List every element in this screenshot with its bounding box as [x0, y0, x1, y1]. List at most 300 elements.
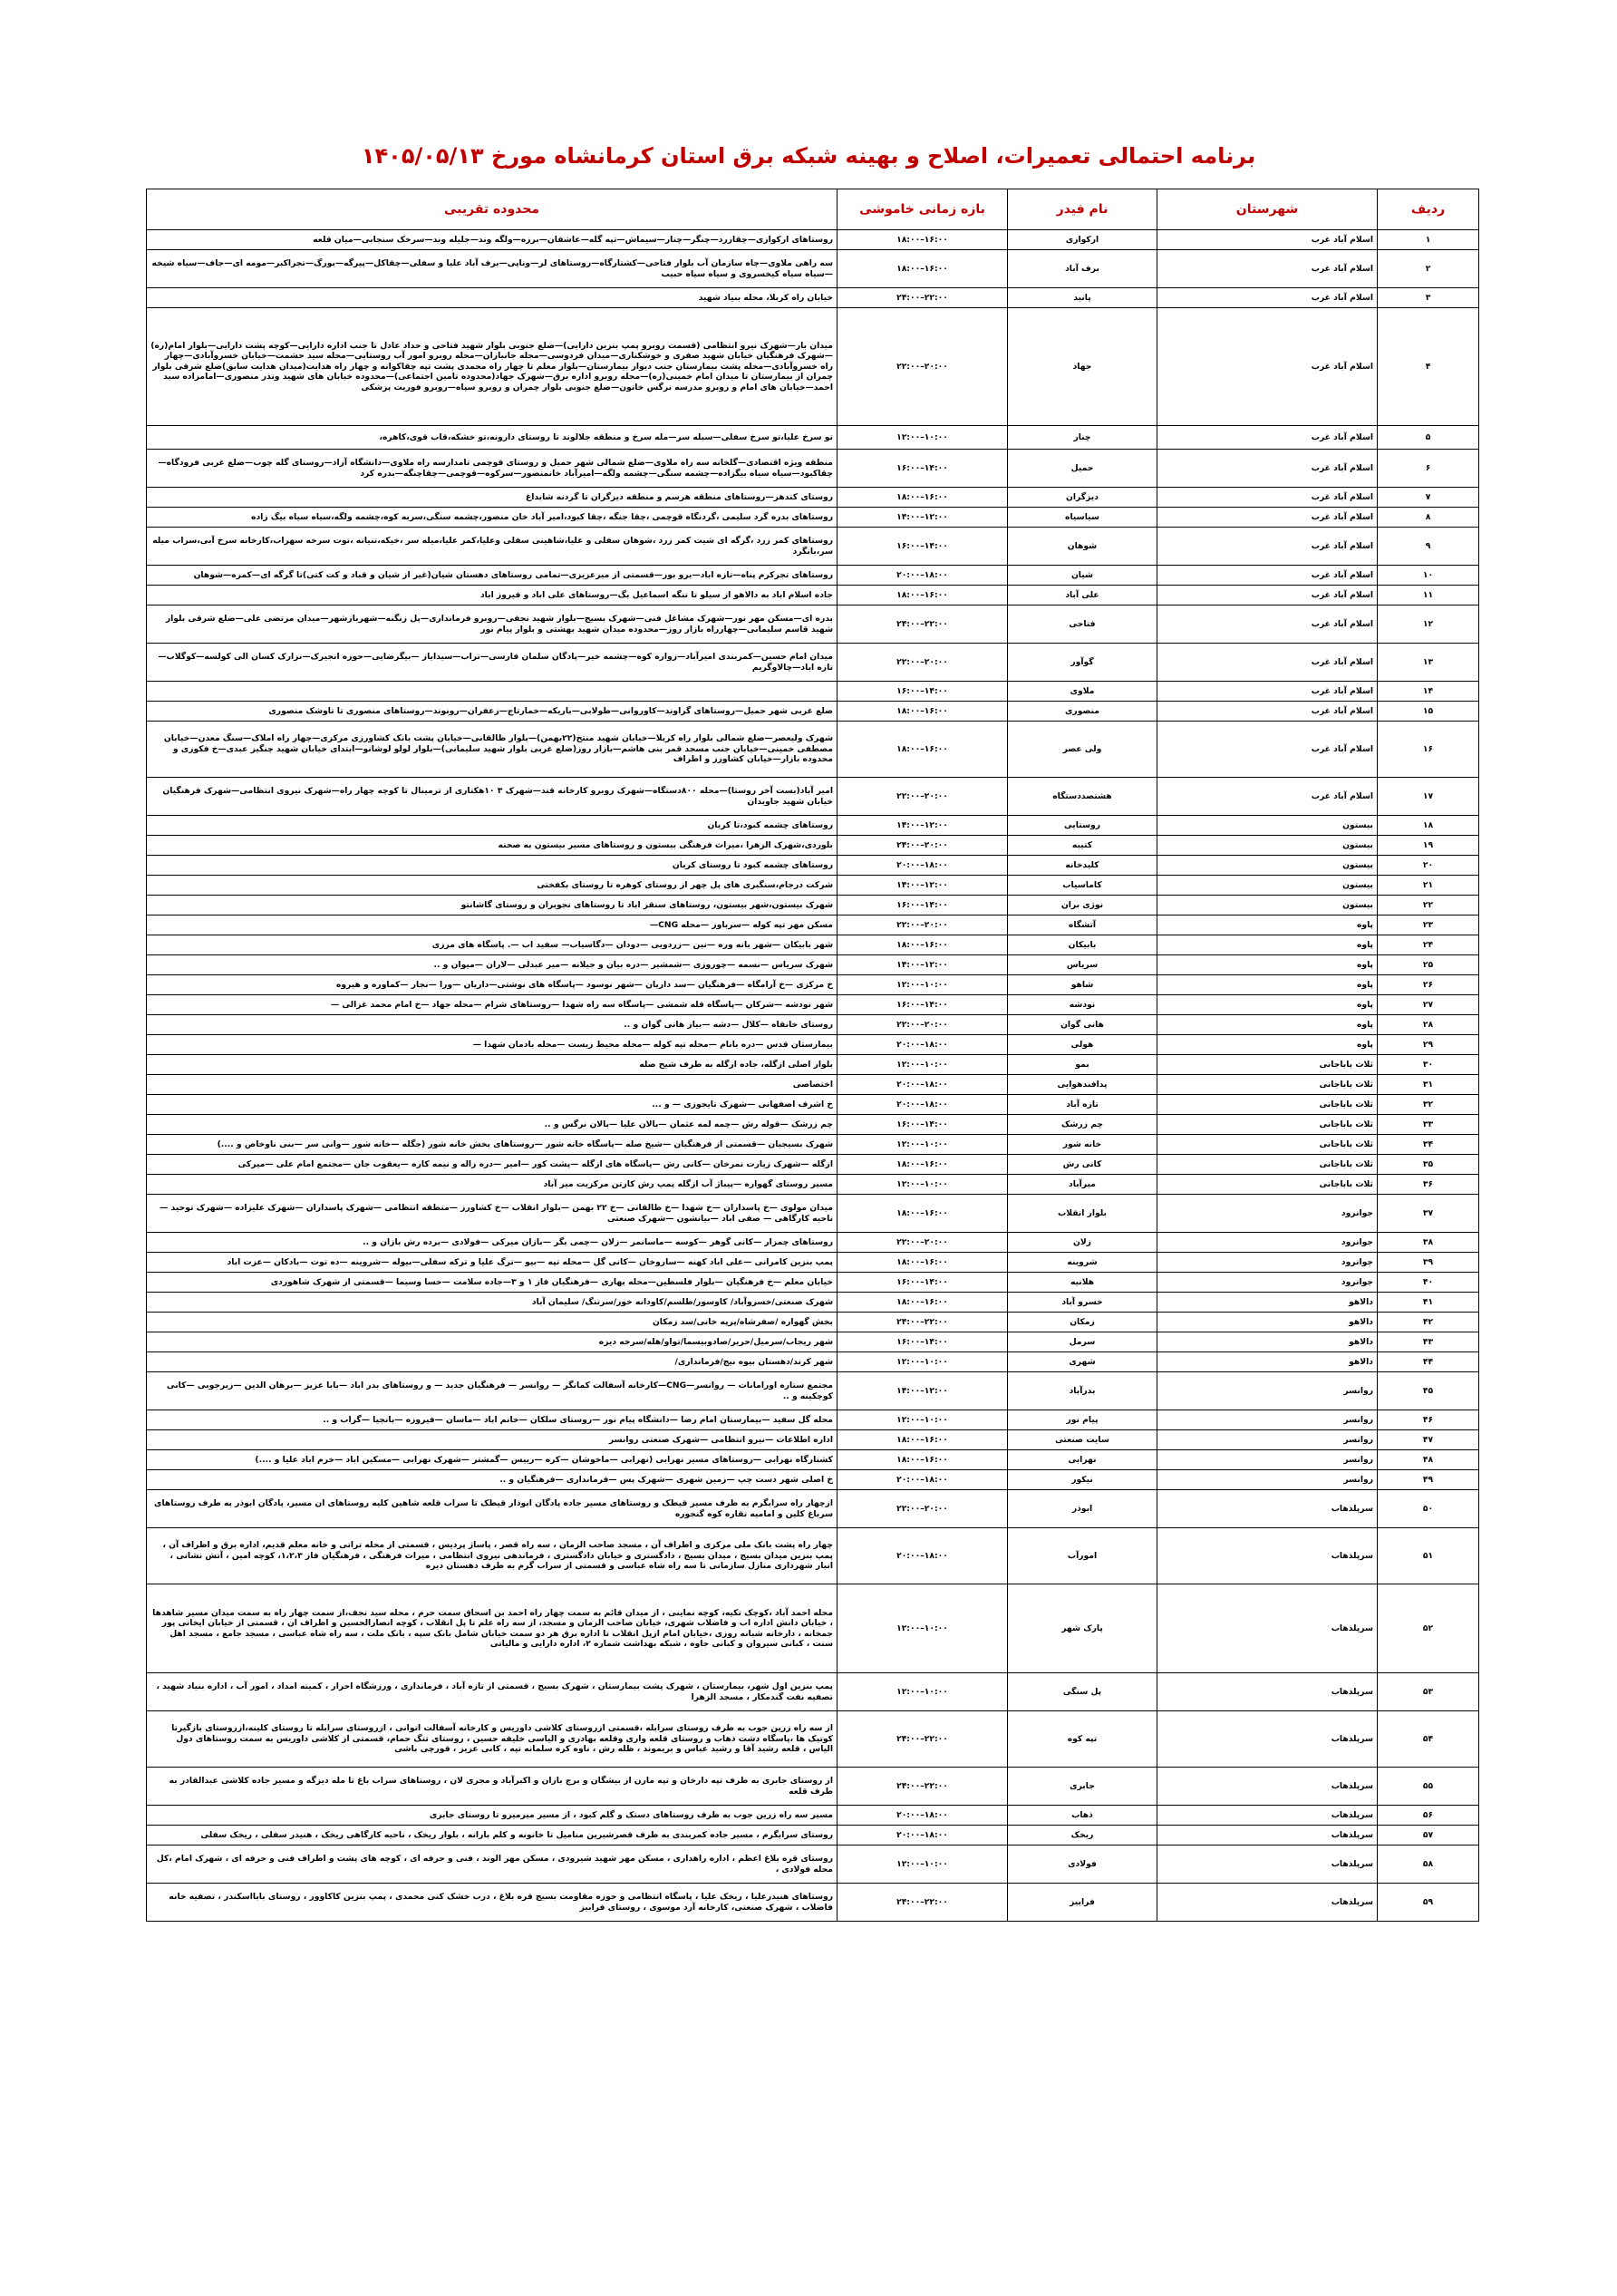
cell-area: اختصاصی	[147, 1075, 838, 1095]
cell-time: ۲۴:۰۰–۲۲:۰۰	[838, 1884, 1008, 1922]
table-row	[147, 682, 1479, 702]
table-row	[147, 1884, 1479, 1922]
table-row	[147, 1528, 1479, 1584]
table-row	[147, 586, 1479, 605]
cell-feeder: فتاحی	[1008, 605, 1157, 644]
cell-city: اسلام آباد غرب	[1157, 450, 1378, 488]
cell-city: سرپلذهاب	[1157, 1673, 1378, 1711]
cell-time: ۱۸:۰۰–۱۶:۰۰	[838, 702, 1008, 722]
cell-area: بیمارستان قدس —دره بانام —محله تپه کوله —محله محیط زیست —محله بادمان شهدا —	[147, 1035, 838, 1055]
cell-time: ۱۸:۰۰–۱۶:۰۰	[838, 1155, 1008, 1175]
cell-feeder: پل سنگی	[1008, 1673, 1157, 1711]
cell-area: مسیر سه راه زرین جوب به طرف روستاهای دستک و گلم کبود ، از مسیر میرمیرو تا روستای جابری	[147, 1806, 838, 1826]
table-row	[147, 1075, 1479, 1095]
table-row	[147, 935, 1479, 955]
cell-feeder: جهاد	[1008, 308, 1157, 426]
cell-city: دالاهو	[1157, 1313, 1378, 1332]
cell-city: روانسر	[1157, 1410, 1378, 1430]
cell-city: روانسر	[1157, 1430, 1378, 1450]
cell-area: روستاهای تجرکرم پناه—تازه اباد—برو بور—قسمتی از میرعزیزی—تمامی روستاهای دهستان شیان(غیر از شیان و قباد و کت کتی)تا گرگه ای—کمره—شوهان	[147, 566, 838, 586]
cell-area: روستای خانقاه —کلال —دشه —بیاز هانی گوان و ..	[147, 1015, 838, 1035]
table-row	[147, 1470, 1479, 1490]
cell-feeder: جابری	[1008, 1768, 1157, 1806]
cell-city: اسلام آباد غرب	[1157, 488, 1378, 508]
table-row	[147, 426, 1479, 450]
cell-feeder: پیام نور	[1008, 1410, 1157, 1430]
cell-area: جاده اسلام اباد به دالاهو از سیلو تا تنگه اسماعیل بگ—روستاهای علی اباد و فیروز اباد	[147, 586, 838, 605]
cell-feeder: منصوری	[1008, 702, 1157, 722]
table-row	[147, 288, 1479, 308]
cell-time: ۲۴:۰۰–۲۲:۰۰	[838, 288, 1008, 308]
cell-feeder: دیزگران	[1008, 488, 1157, 508]
outage-table	[146, 189, 1479, 1922]
cell-city: روانسر	[1157, 1470, 1378, 1490]
cell-feeder: حمیل	[1008, 450, 1157, 488]
cell-time: ۱۴:۰۰–۱۲:۰۰	[838, 955, 1008, 975]
cell-time: ۱۸:۰۰–۱۶:۰۰	[838, 250, 1008, 288]
cell-time: ۱۸:۰۰–۱۶:۰۰	[838, 230, 1008, 250]
cell-feeder: شوهان	[1008, 528, 1157, 566]
cell-time: ۲۰:۰۰–۱۸:۰۰	[838, 1806, 1008, 1826]
cell-index: ۳	[1378, 288, 1479, 308]
table-row	[147, 1293, 1479, 1313]
table-body	[147, 230, 1479, 1922]
cell-time: ۱۲:۰۰–۱۰:۰۰	[838, 1584, 1008, 1673]
cell-time: ۱۶:۰۰–۱۴:۰۰	[838, 1273, 1008, 1293]
cell-feeder: سرمل	[1008, 1332, 1157, 1352]
table-row	[147, 1273, 1479, 1293]
cell-index: ۲۱	[1378, 876, 1479, 896]
cell-feeder: شاهو	[1008, 975, 1157, 995]
table-row	[147, 1233, 1479, 1253]
cell-feeder: میرآباد	[1008, 1175, 1157, 1195]
cell-feeder: فرابیز	[1008, 1884, 1157, 1922]
cell-city: روانسر	[1157, 1372, 1378, 1410]
cell-area: بدره ای—مسکن مهر نور—شهرک مشاغل فنی—شهرک بسیج—بلوار شهید نجفی—روبرو فرمانداری—پل زنگنه—شهربازشهر—میدان مرتضی علی—ضلع شرقی بلوار شهید قاسم سلیمانی—چهارراه بازار روز—محدوده میدان شهید بهشتی و بلوار پیام نور	[147, 605, 838, 644]
cell-area: روستاهای چشمه کبود تا روستای کربان	[147, 856, 838, 876]
cell-index: ۲۲	[1378, 896, 1479, 915]
cell-index: ۳۶	[1378, 1175, 1479, 1195]
cell-area: خ اشرف اصفهانی —شهرک تایجوزی — و ...	[147, 1095, 838, 1115]
cell-time: ۱۶:۰۰–۱۴:۰۰	[838, 896, 1008, 915]
cell-time: ۲۴:۰۰–۲۲:۰۰	[838, 1711, 1008, 1768]
cell-city: بیستون	[1157, 876, 1378, 896]
cell-feeder: کاماسیاب	[1008, 876, 1157, 896]
table-row	[147, 1372, 1479, 1410]
cell-feeder: شهری	[1008, 1352, 1157, 1372]
cell-area	[147, 682, 838, 702]
cell-city: بیستون	[1157, 896, 1378, 915]
cell-city: سرپلذهاب	[1157, 1846, 1378, 1884]
cell-area: بلوردی،شهرک الزهرا ،میراث فرهنگی بیستون و روستاهای مسیر بیستون به صحنه	[147, 836, 838, 856]
cell-area: روستای قره بلاغ اعظم ، اداره راهداری ، مسکن مهر شهید شیرودی ، مسکن مهر الوند ، فنی و حرفه ای ، کوچه های پشت و اطراف فنی و حرفه ای ، شهرک امام ،کل محله فولادی ،	[147, 1846, 838, 1884]
cell-feeder: ابوذر	[1008, 1490, 1157, 1528]
cell-area: پمپ بنزین کامرانی —علی اباد کهنه —ساروخان —کانی گل —محله تپه —بیو —ترگ علیا و ترکه سفلی—بیوله —شروینه —ده توت —بادکان —عزت اباد	[147, 1253, 838, 1273]
cell-index: ۵۵	[1378, 1768, 1479, 1806]
table-row	[147, 1711, 1479, 1768]
cell-area: شهر نودشه —شرکان —پاسگاه قله شمشی —پاسگاه سه راه شهدا —روستاهای شرام —محله جهاد —خ امام محمد غزالی —	[147, 995, 838, 1015]
cell-area: خ اصلی شهر دست چپ —زمین شهری —شهرک پس —فرمانداری —فرهنگیان و ..	[147, 1470, 838, 1490]
cell-area: روستای سرابگرم ، مسیر جاده کمربندی به طرف قصرشیرین منامیل تا خانونه و کلم بارانه ، بلوار ریخک ، ناحیه کارگاهی ریخک ، هنیدر سفلی ، ریخک سفلی	[147, 1826, 838, 1846]
cell-index: ۱۱	[1378, 586, 1479, 605]
cell-area: شهر ریجاب/سرمیل/حریر/صادوبیسما/تواو/هله/سرخه دیزه	[147, 1332, 838, 1352]
cell-area: روستای کندهر—روستاهای منطقه هرسم و منطقه دیزگران تا گردنه شابداغ	[147, 488, 838, 508]
cell-index: ۵۷	[1378, 1826, 1479, 1846]
cell-index: ۵۰	[1378, 1490, 1479, 1528]
cell-time: ۲۲:۰۰–۲۰:۰۰	[838, 1015, 1008, 1035]
cell-index: ۵۱	[1378, 1528, 1479, 1584]
cell-index: ۳۵	[1378, 1155, 1479, 1175]
table-row	[147, 955, 1479, 975]
cell-feeder: خانه شور	[1008, 1135, 1157, 1155]
cell-area: خیابان راه کربلا، محله بنیاد شهید	[147, 288, 838, 308]
table-row	[147, 1846, 1479, 1884]
cell-city: اسلام آباد غرب	[1157, 528, 1378, 566]
cell-city: پاوه	[1157, 975, 1378, 995]
cell-index: ۲۹	[1378, 1035, 1479, 1055]
table-row	[147, 250, 1479, 288]
table-row	[147, 230, 1479, 250]
cell-index: ۶	[1378, 450, 1479, 488]
cell-time: ۱۸:۰۰–۱۶:۰۰	[838, 586, 1008, 605]
cell-time: ۱۲:۰۰–۱۰:۰۰	[838, 1846, 1008, 1884]
table-row	[147, 1035, 1479, 1055]
cell-city: اسلام آباد غرب	[1157, 778, 1378, 816]
cell-city: پاوه	[1157, 915, 1378, 935]
cell-feeder: ریخک	[1008, 1826, 1157, 1846]
cell-index: ۱۲	[1378, 605, 1479, 644]
cell-index: ۱۸	[1378, 816, 1479, 836]
cell-index: ۳۰	[1378, 1055, 1479, 1075]
cell-feeder: بابیکان	[1008, 935, 1157, 955]
cell-index: ۱۵	[1378, 702, 1479, 722]
cell-area: مسکن مهر تپه کوله —سرباوز —محله CNG—	[147, 915, 838, 935]
cell-area: مجتمع ستاره اورامانات — روانسر—CNG—کارخانه آسفالت کمانگر — روانسر — فرهنگیان جدید — و روستاهای بدر اباد —بابا عزیز —برهان الدین —زبرجوبی —کانی کوچکینه و ..	[147, 1372, 838, 1410]
table-row	[147, 836, 1479, 856]
cell-index: ۵۳	[1378, 1673, 1479, 1711]
cell-feeder: سیاسیاه	[1008, 508, 1157, 528]
table-row	[147, 488, 1479, 508]
cell-city: بیستون	[1157, 836, 1378, 856]
cell-index: ۵۴	[1378, 1711, 1479, 1768]
cell-index: ۹	[1378, 528, 1479, 566]
cell-city: پاوه	[1157, 955, 1378, 975]
cell-index: ۵۹	[1378, 1884, 1479, 1922]
cell-index: ۳۲	[1378, 1095, 1479, 1115]
cell-time: ۲۰:۰۰–۱۸:۰۰	[838, 1470, 1008, 1490]
cell-feeder: پدافندهوایی	[1008, 1075, 1157, 1095]
cell-feeder: تازه آباد	[1008, 1095, 1157, 1115]
cell-area: تو سرخ علیا،تو سرخ سفلی—سبله سر—مله سرخ و منطقه جلالوند تا روستای دارونه،تو خشکه،قاب قوی،کاهره،	[147, 426, 838, 450]
cell-feeder: نودشه	[1008, 995, 1157, 1015]
table-row	[147, 1430, 1479, 1450]
cell-city: دالاهو	[1157, 1293, 1378, 1313]
cell-area: خیابان معلم —خ فرهنگیان —بلوار فلسطین—محله بهاری —فرهنگیان فاز ۱ و ۳—جاده سلامت —حسا وسیما —قسمتی از شهرک شاهوردی	[147, 1273, 838, 1293]
cell-area: شهرک سریاس —نسمه —چوروزی —شمشیر —دره بیان و جیلانه —میر عبدلی —لاران —میوان و ..	[147, 955, 838, 975]
cell-city: اسلام آباد غرب	[1157, 250, 1378, 288]
cell-time: ۲۴:۰۰–۲۲:۰۰	[838, 605, 1008, 644]
cell-time: ۱۶:۰۰–۱۴:۰۰	[838, 682, 1008, 702]
cell-time: ۲۰:۰۰–۱۸:۰۰	[838, 1095, 1008, 1115]
cell-time: ۱۴:۰۰–۱۲:۰۰	[838, 816, 1008, 836]
cell-time: ۱۸:۰۰–۱۶:۰۰	[838, 1253, 1008, 1273]
cell-city: ثلاث باباجانی	[1157, 1175, 1378, 1195]
cell-city: سرپلذهاب	[1157, 1490, 1378, 1528]
cell-index: ۳۷	[1378, 1195, 1479, 1233]
cell-city: ثلاث باباجانی	[1157, 1155, 1378, 1175]
cell-feeder: روستایی	[1008, 816, 1157, 836]
cell-index: ۱۴	[1378, 682, 1479, 702]
cell-index: ۳۱	[1378, 1075, 1479, 1095]
cell-city: دالاهو	[1157, 1352, 1378, 1372]
cell-area: سه راهی ملاوی—چاه سازمان آب بلوار فتاحی—کشتارگاه—روستاهای لر—وناپی—برف آباد علیا و سفلی—چقاکل—پیرگه—بورگ—تجراکبر—مومه ای—جاف—سیاه شیخه—سیاه سیاه کیخسروی و سیاه سیاه حبیب	[147, 250, 838, 288]
table-row	[147, 1673, 1479, 1711]
cell-index: ۸	[1378, 508, 1479, 528]
cell-time: ۱۲:۰۰–۱۰:۰۰	[838, 1055, 1008, 1075]
cell-area: بلوار اصلی ازگله، جاده ازگله به طرف شیخ صله	[147, 1055, 838, 1075]
cell-city: ثلاث باباجانی	[1157, 1135, 1378, 1155]
cell-index: ۱۳	[1378, 644, 1479, 682]
cell-area: ازچهار راه سرابگرم به طرف مسیر قیطک و روستاهای مسیر جاده پادگان ابوذار قیطک تا سراب قلعه شاهین کلیه روستاهای ان مسیر، پادگان ابوذر به طرف روستاهای سرباغ کلین و امامیه تقاره کوه گنجوره	[147, 1490, 838, 1528]
cell-city: سرپلذهاب	[1157, 1806, 1378, 1826]
cell-city: سرپلذهاب	[1157, 1528, 1378, 1584]
cell-feeder: هانی گوان	[1008, 1015, 1157, 1035]
cell-city: اسلام آباد غرب	[1157, 682, 1378, 702]
cell-feeder: بلوار انقلاب	[1008, 1195, 1157, 1233]
cell-area: امیر آباد(بست آخر روستا)—محله ۸۰۰دستگاه—شهرک روبرو کارخانه قند—شهرک ۳ ۱۰هکتاری از ترمینال تا کوچه چهار راه—شهرک نیروی انتظامی—شهرک فرهنگیان خیابان شهید جاویدان	[147, 778, 838, 816]
table-row	[147, 975, 1479, 995]
cell-index: ۱۰	[1378, 566, 1479, 586]
cell-feeder: نهرابی	[1008, 1450, 1157, 1470]
cell-area: شهر بابیکان —شهر بانه وره —نین —زردویی —دودان —دگاسیاب— سفید اب —. پاسگاه های مرزی	[147, 935, 838, 955]
cell-feeder: سایت صنعتی	[1008, 1430, 1157, 1450]
table-row	[147, 915, 1479, 935]
table-row	[147, 896, 1479, 915]
cell-time: ۲۴:۰۰–۲۲:۰۰	[838, 1768, 1008, 1806]
cell-index: ۲۷	[1378, 995, 1479, 1015]
cell-area: شرکت درجام،سنگبری های پل چهر از روستای کوهره تا روستای بکفختی	[147, 876, 838, 896]
cell-area: پمپ بنزین اول شهر، بیمارستان ، شهرک پشت بیمارستان ، شهرک بسیج ، قسمتی از تازه آباد ، فرمانداری ، ورزشگاه احرار ، کمیته امداد ، امور آب ، اداره بنیاد شهید ، تصفیه نفت گندمکار ، مسجد الزهرا	[147, 1673, 838, 1711]
cell-area: روستاهای چشمه کبود،تا کربان	[147, 816, 838, 836]
cell-area: روستاهای کمر زرد ،گرگه ای شیت کمر زرد ،شوهان سفلی و علیا،شاهینی سفلی وعلیا،کمر علیا،میله سر ،خیکه،تنیانه ،توت سرخه سهراب،کارخانه سرخ آبی،سراب میله سر،بانگرد	[147, 528, 838, 566]
table-row	[147, 1095, 1479, 1115]
table-row	[147, 1806, 1479, 1826]
cell-time: ۱۶:۰۰–۱۴:۰۰	[838, 1332, 1008, 1352]
cell-time: ۱۲:۰۰–۱۰:۰۰	[838, 426, 1008, 450]
table-row	[147, 995, 1479, 1015]
cell-index: ۲۸	[1378, 1015, 1479, 1035]
cell-index: ۵۶	[1378, 1806, 1479, 1826]
cell-index: ۳۸	[1378, 1233, 1479, 1253]
table-row	[147, 1253, 1479, 1273]
table-row	[147, 722, 1479, 778]
cell-city: سرپلذهاب	[1157, 1584, 1378, 1673]
table-row	[147, 1352, 1479, 1372]
table-row	[147, 1175, 1479, 1195]
cell-time: ۱۶:۰۰–۱۴:۰۰	[838, 995, 1008, 1015]
cell-area: منطقه ویژه اقتصادی—گلخانه سه راه ملاوی—ضلع شمالی شهر حمیل و روستای قوچمی تامدارسه راه ملاوی—دانشگاه آزاد—روستای گله چوب—ضلع غربی فرودگاه—چقاکبود—سیاه سیاه بیگزاده—چشمه سنگی—چشمه ولگه—امیرآباد خانمنصور—سرکوه—قوچمی—چقاچنگه—بدره کرد	[147, 450, 838, 488]
cell-time: ۱۸:۰۰–۱۶:۰۰	[838, 1195, 1008, 1233]
cell-index: ۱۶	[1378, 722, 1479, 778]
table-row	[147, 1195, 1479, 1233]
cell-feeder: آتشگاه	[1008, 915, 1157, 935]
cell-time: ۱۶:۰۰–۱۴:۰۰	[838, 528, 1008, 566]
table-row	[147, 1410, 1479, 1430]
table-row	[147, 1015, 1479, 1035]
cell-area: میدان بار—شهرک نیرو انتظامی (قسمت روبرو پمپ بنزین دارایی)—ضلع جنوبی بلوار شهید فتاحی و حداد عادل تا جنب اداره دارایی—کوچه پشت دارایی—بلوار امام(ره)—شهرک فرهنگیان خیابان شهید صفری و خوشکناری—میدان فردوسی—محله جانبازان—محله روبرو امور آب روستایی—محله سید حشمت—خیابان خسروآبادی—چهار راه خسروآبادی—محله پشت بیمارستان جنب دیوار بیمارستان—بلوار معلم تا چهار راه محمدی پشت تپه چقاکوانه و چهار راه هدایت(میدان هدایت سابق)ضلع شرقی بلوار چمران از بیمارستان تا میدان امام خمینی(ره)—محله روبرو اداره برق—شهرک جهاد(محدوده تامین اجتماعی)—محدوده خیابان های شهید ونذر منصوری—امامزاده سید احمد—خیابان های امام و روبرو مدرسه نرگس خاتون—ضلع جنوبی بلوار چمران و روبرو سپاه—روبرو فوریت پزشکی	[147, 308, 838, 426]
cell-feeder: ولی عصر	[1008, 722, 1157, 778]
cell-area: شهرک بسیجیان —قسمتی از فرهنگیان —شیخ صله —پاسگاه خانه شور —روستاهای بخش خانه شور (جگله —خانه شور —وانی سر —بنی ناوخاص و ....)	[147, 1135, 838, 1155]
cell-index: ۴	[1378, 308, 1479, 426]
cell-city: اسلام آباد غرب	[1157, 702, 1378, 722]
cell-city: جوانرود	[1157, 1273, 1378, 1293]
header-feeder: نام فیدر	[1008, 189, 1157, 230]
cell-index: ۳۳	[1378, 1115, 1479, 1135]
cell-time: ۲۲:۰۰–۲۰:۰۰	[838, 1490, 1008, 1528]
header-time: بازه زمانی خاموشی	[838, 189, 1008, 230]
cell-feeder: بمو	[1008, 1055, 1157, 1075]
table-row	[147, 1826, 1479, 1846]
cell-index: ۴۱	[1378, 1293, 1479, 1313]
cell-time: ۱۲:۰۰–۱۰:۰۰	[838, 975, 1008, 995]
cell-time: ۱۴:۰۰–۱۲:۰۰	[838, 508, 1008, 528]
cell-feeder: چنار	[1008, 426, 1157, 450]
cell-time: ۲۰:۰۰–۱۸:۰۰	[838, 1075, 1008, 1095]
cell-index: ۲۰	[1378, 856, 1479, 876]
cell-index: ۵	[1378, 426, 1479, 450]
cell-city: پاوه	[1157, 1015, 1378, 1035]
cell-index: ۱	[1378, 230, 1479, 250]
cell-area: از سه راه زرین جوب به طرف روستای سرابله ،قسمتی ازروستای کلاشی داوریس و کارخانه آسفالت اتوانی ، ازروستای سرابله تا روستای کلینه،ازروستای بازگیرتا کوتیک ها ،پاسگاه دشت ذهاب و روستای قلعه واری وقلعه بهادری و الیاسی خلیفه حسین ، روستای تنگ حمام، قسمتی از کلاشی داوریس به سمت روستاهای دول الیاس ، قلعه رشید آقا و رشید عباس و بریموند ، ظله رش ، ناوه کره سلمانه تپه ، کانی عزیز ، قورچی باشی	[147, 1711, 838, 1768]
cell-index: ۴۵	[1378, 1372, 1479, 1410]
cell-index: ۲۶	[1378, 975, 1479, 995]
cell-area: روستاهای چمزار —کانی گوهر —کوسه —ماسانمر —زلان —چمی بگر —بازان میرکی —فولادی —برده رش بازان و ..	[147, 1233, 838, 1253]
cell-time: ۱۲:۰۰–۱۰:۰۰	[838, 1410, 1008, 1430]
cell-time: ۲۲:۰۰–۲۰:۰۰	[838, 308, 1008, 426]
cell-index: ۱۷	[1378, 778, 1479, 816]
cell-feeder: خسرو آباد	[1008, 1293, 1157, 1313]
table-row	[147, 308, 1479, 426]
cell-time: ۱۶:۰۰–۱۴:۰۰	[838, 1115, 1008, 1135]
cell-area: چم زرشک —قوله رش —چمه لمه عثمان —بالان علیا —بالان نرگس و ..	[147, 1115, 838, 1135]
cell-time: ۲۴:۰۰–۲۰:۰۰	[838, 836, 1008, 856]
cell-time: ۲۰:۰۰–۱۸:۰۰	[838, 566, 1008, 586]
cell-time: ۲۲:۰۰–۲۰:۰۰	[838, 644, 1008, 682]
cell-area: ازگله —شهرک زیارت نمرخان —کانی رش —پاسگاه های ازگله —پشت کور —امیر —دره زاله و نیمه کاره —یعقوب جان —مجتمع امام علی —میرکی	[147, 1155, 838, 1175]
table-row	[147, 1135, 1479, 1155]
cell-city: بیستون	[1157, 816, 1378, 836]
cell-area: از روستای جابری به طرف تپه دارخان و تپه مارن از بیشگان و برج بازان و اکبرآباد و مجری لان ، روستاهای سراب باغ تا مله دیزگه و مسیر جاده کلاشی عبدالقادر به طرف قلعه	[147, 1768, 838, 1806]
cell-feeder: کلیدخانه	[1008, 856, 1157, 876]
cell-area: شهر کرند/دهستان بیوه نیج/فرمانداری/	[147, 1352, 838, 1372]
cell-feeder: هلانیه	[1008, 1273, 1157, 1293]
cell-city: ثلاث باباجانی	[1157, 1095, 1378, 1115]
cell-area: میدان امام حسین—کمربندی امیرآباد—زواره کوه—چشمه خیر—پادگان سلمان فارسی—تراب—سیدایاز —بیگرضایی—حوزه انجیرک—نزارک کسان الی کولسه—کوگلاب—تازه اباد—چالاوگریم	[147, 644, 838, 682]
cell-time: ۱۲:۰۰–۱۰:۰۰	[838, 1175, 1008, 1195]
cell-area: بخش گهواره /صفرشاه/پرپه خانی/سد زمکان	[147, 1313, 838, 1332]
cell-area: روستاهای هنیدرعلیا ، ریخک علیا ، پاسگاه انتظامی و حوزه مقاومت بسیج قره بلاغ ، درب خشک کنی محمدی ، پمپ بنزین کاکاوور ، روستای بابااسکندر ، تصفیه خانه فاضلاب ، شهرک صنعتی، کارخانه آرد موسوی ، روستای فرابیز	[147, 1884, 838, 1922]
cell-feeder: شروینه	[1008, 1253, 1157, 1273]
cell-index: ۴۸	[1378, 1450, 1479, 1470]
cell-time: ۲۲:۰۰–۲۰:۰۰	[838, 1233, 1008, 1253]
cell-city: سرپلذهاب	[1157, 1884, 1378, 1922]
cell-index: ۴۶	[1378, 1410, 1479, 1430]
table-row	[147, 1768, 1479, 1806]
cell-time: ۲۰:۰۰–۱۸:۰۰	[838, 1528, 1008, 1584]
cell-city: دالاهو	[1157, 1332, 1378, 1352]
cell-city: ثلاث باباجانی	[1157, 1075, 1378, 1095]
cell-city: ثلاث باباجانی	[1157, 1115, 1378, 1135]
cell-city: بیستون	[1157, 856, 1378, 876]
header-area: محدوده تقریبی	[147, 189, 838, 230]
cell-time: ۱۸:۰۰–۱۶:۰۰	[838, 935, 1008, 955]
cell-city: اسلام آباد غرب	[1157, 426, 1378, 450]
cell-index: ۴۴	[1378, 1352, 1479, 1372]
cell-index: ۴۷	[1378, 1430, 1479, 1450]
cell-city: اسلام آباد غرب	[1157, 566, 1378, 586]
cell-time: ۱۸:۰۰–۱۶:۰۰	[838, 1430, 1008, 1450]
cell-index: ۷	[1378, 488, 1479, 508]
cell-city: سرپلذهاب	[1157, 1711, 1378, 1768]
table-row	[147, 605, 1479, 644]
cell-feeder: نیکور	[1008, 1470, 1157, 1490]
cell-city: پاوه	[1157, 995, 1378, 1015]
cell-area: چهار راه پشت بانک ملی مرکزی و اطراف آن ، مسجد صاحب الزمان ، سه راه قصر ، پاساژ پردیس ، قسمتی از محله تراتی و خانه معلم قدیم، اداره برق و اطراف آن ، پمپ بنزین میدان بسیج ، میدان بسیج ، دادگستری و خیابان دادگستری ، فرماندهی نیروی انتظامی ، میراث فرهنگی ، فرهنگیان فاز ۱،۲،۳، کوچه امین ، آتش نشانی ، انبار شهرداری منازل سازمانی تا سه راه شاه عباسی و قسمتی از سراب گرم به طرف دهستان دیره	[147, 1528, 838, 1584]
cell-city: روانسر	[1157, 1450, 1378, 1470]
cell-area: شهرک ولیعصر—ضلع شمالی بلوار راه کربلا—خیابان شهید منتخ(۲۲بهمن)—بلوار طالقانی—خیابان پشت بانک کشاورزی مرکزی—چهار راه املاک—سنگ معدن—خیابان مصطفی خمینی—خیابان جنب مسجد قمر بنی هاشم—بازار روز(ضلع غربی بلوار شهید سلیمانی)—بلوار لولو لوشانو—ابتدای خیابان شهید چنگیز عبدی—خ فکوری و محدوده بازار—خیابان کشاورز و اطراف	[147, 722, 838, 778]
cell-index: ۴۳	[1378, 1332, 1479, 1352]
cell-city: اسلام آباد غرب	[1157, 230, 1378, 250]
cell-time: ۲۴:۰۰–۲۲:۰۰	[838, 1313, 1008, 1332]
cell-area: خ مرکزی —خ آرامگاه —فرهنگیان —سد داریان —شهر نوسود —پاسگاه های نوشتی—داریان —ورا —نجار —کماوره و هیروه	[147, 975, 838, 995]
cell-feeder: کانی رش	[1008, 1155, 1157, 1175]
cell-feeder: علی آباد	[1008, 586, 1157, 605]
cell-index: ۵۸	[1378, 1846, 1479, 1884]
table-row	[147, 1332, 1479, 1352]
cell-time: ۱۴:۰۰–۱۲:۰۰	[838, 1372, 1008, 1410]
cell-area: میدان مولوی —خ پاسداران —خ شهدا —خ طالقانی —خ ۲۲ بهمن —بلوار انقلاب —خ کشاورز —منطقه انتظامی —شهرک پاسداران —شهرک علیزاده —شهرک توحید —ناحیه کارگاهی — صفی اباد —بیانشون —شهرک صنعتی	[147, 1195, 838, 1233]
cell-index: ۴۰	[1378, 1273, 1479, 1293]
header-index: ردیف	[1378, 189, 1479, 230]
cell-feeder: کتیبه	[1008, 836, 1157, 856]
cell-city: اسلام آباد غرب	[1157, 644, 1378, 682]
table-row	[147, 1313, 1479, 1332]
table-row	[147, 816, 1479, 836]
cell-city: جوانرود	[1157, 1233, 1378, 1253]
cell-city: اسلام آباد غرب	[1157, 722, 1378, 778]
cell-area: شهرک بیستون،شهر بیستون، روستاهای سنقر اباد تا روستاهای نجوبران و روستای گاشانتو	[147, 896, 838, 915]
cell-time: ۱۲:۰۰–۱۰:۰۰	[838, 1352, 1008, 1372]
cell-index: ۲	[1378, 250, 1479, 288]
cell-time: ۱۸:۰۰–۱۶:۰۰	[838, 1293, 1008, 1313]
cell-time: ۲۰:۰۰–۱۸:۰۰	[838, 856, 1008, 876]
cell-time: ۱۲:۰۰–۱۰:۰۰	[838, 1673, 1008, 1711]
cell-feeder: امورآب	[1008, 1528, 1157, 1584]
cell-area: ضلع غربی شهر حمیل—روستاهای گراوند—کاوروانی—طولابی—باریکه—خمارتاج—زعفران—رونوند—روستاهای منصوری تا تاوشک منصوری	[147, 702, 838, 722]
cell-feeder: چم زرشک	[1008, 1115, 1157, 1135]
cell-feeder: هشتصددستگاه	[1008, 778, 1157, 816]
table-row	[147, 856, 1479, 876]
cell-time: ۱۲:۰۰–۱۰:۰۰	[838, 1135, 1008, 1155]
cell-feeder: ذهاب	[1008, 1806, 1157, 1826]
cell-city: اسلام آباد غرب	[1157, 308, 1378, 426]
cell-feeder: شیان	[1008, 566, 1157, 586]
cell-time: ۲۰:۰۰–۱۸:۰۰	[838, 1826, 1008, 1846]
table-row	[147, 528, 1479, 566]
cell-area: روستاهای ارکوازی—چقازرد—چنگر—چنار—سیماش—تپه گله—عاشقان—برزه—ولگه وند—جلیله وند—سرخک سنجابی—میان قلعه	[147, 230, 838, 250]
cell-feeder: ملاوی	[1008, 682, 1157, 702]
cell-index: ۲۳	[1378, 915, 1479, 935]
